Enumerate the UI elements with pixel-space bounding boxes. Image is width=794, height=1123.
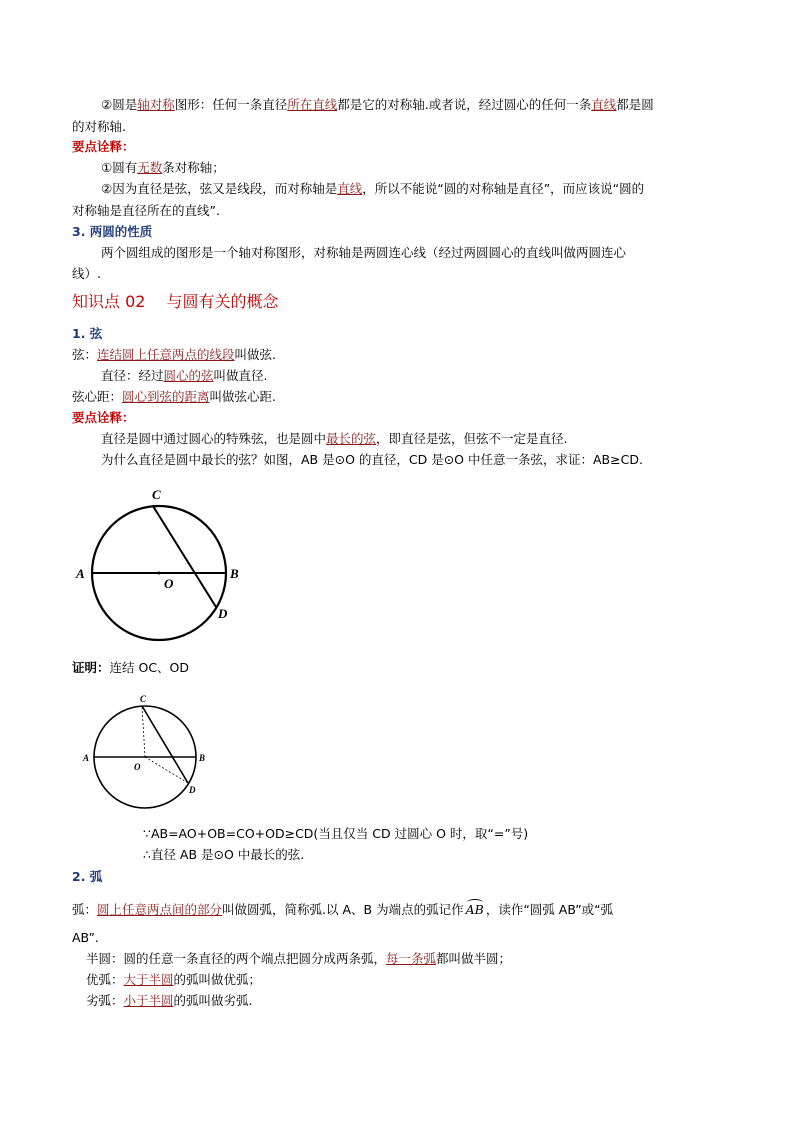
arc-definition: 弧：圆上任意两点间的部分叫做圆弧，简称弧.以 A、B 为端点的弧记作 AB ，读作“圆弧 AB”或“弧 [72, 902, 613, 918]
chord-cd [142, 706, 188, 783]
label-d: D [218, 606, 228, 621]
note2-line-1: 直径是圆中通过圆心的特殊弦，也是圆中最长的弦，即直径是弦，但弦不一定是直径. [101, 431, 568, 446]
label-b: B [199, 753, 206, 763]
term-line-containing: 所在直线 [287, 97, 338, 112]
diameter-definition: 直径：经过圆心的弦叫做直径. [101, 368, 268, 383]
symmetry-line-2: 的对称轴. [72, 119, 126, 134]
chord-distance-definition: 弦心距：圆心到弦的距离叫做弦心距. [72, 389, 277, 404]
label-d: D [189, 785, 196, 795]
label-c: C [140, 694, 147, 704]
section-heading-two-circles: 3. 两圆的性质 [72, 224, 153, 239]
semicircle-definition: 半圆：圆的任意一条直径的两个端点把圆分成两条弧，每一条弧都叫做半圆； [86, 951, 512, 966]
chord-cd [153, 506, 216, 607]
radius-od [145, 757, 188, 783]
label-c: C [152, 487, 161, 502]
proof-step-1: ∵AB=AO+OB=CO+OD≥CD(当且仅当 CD 过圆心 O 时，取“=”号) [143, 826, 529, 841]
radius-oc [142, 706, 145, 757]
label-b: B [230, 566, 239, 581]
minor-arc-definition: 劣弧：小于半圆的弧叫做劣弧. [86, 993, 253, 1008]
knowledge-point-title: 知识点 02 与圆有关的概念 [72, 292, 279, 311]
note2-line-2: 为什么直径是圆中最长的弦？如图，AB 是⊙O 的直径，CD 是⊙O 中任意一条弦，求证：AB≥CD. [101, 452, 643, 467]
section-heading-arc: 2. 弧 [72, 869, 103, 884]
note-item-2: ②因为直径是弦，弦又是线段，而对称轴是直线，所以不能说“圆的对称轴是直径”，而应该说“圆的 [101, 181, 645, 196]
symmetry-line-1: ②圆是轴对称图形：任何一条直径所在直线都是它的对称轴.或者说，经过圆心的任何一条直线都是圆 [101, 97, 654, 112]
section-heading-chord: 1. 弦 [72, 326, 103, 341]
circle-figure-1 [70, 483, 260, 648]
two-circles-line-1: 两个圆组成的图形是一个轴对称图形，对称轴是两圆连心线（经过两圆圆心的直线叫做两圆连心 [101, 245, 627, 260]
major-arc-definition: 优弧：大于半圆的弧叫做优弧； [86, 972, 262, 987]
label-a: A [83, 753, 90, 763]
notes-heading-2: 要点诠释： [72, 410, 135, 425]
proof-step-2: ∴直径 AB 是⊙O 中最长的弦. [143, 847, 305, 862]
label-o: O [134, 762, 141, 772]
proof-line: 证明：连结 OC、OD [72, 660, 190, 675]
term-axisymmetric: 轴对称 [137, 97, 175, 112]
note-item-1: ①圆有无数条对称轴； [101, 160, 225, 175]
arc-symbol: AB [466, 902, 484, 918]
notes-heading-1: 要点诠释： [72, 139, 135, 154]
two-circles-line-2: 线）. [72, 266, 101, 281]
label-o: O [164, 576, 174, 591]
center-point [158, 572, 161, 575]
term-straight-line: 直线 [591, 97, 617, 112]
chord-definition: 弦：连结圆上任意两点的线段叫做弦. [72, 347, 277, 362]
label-a: A [76, 566, 85, 581]
arc-definition-cont: AB”. [72, 930, 99, 945]
circle-figure-2 [78, 690, 218, 810]
note-item-2-cont: 对称轴是直径所在的直线”. [72, 203, 220, 218]
